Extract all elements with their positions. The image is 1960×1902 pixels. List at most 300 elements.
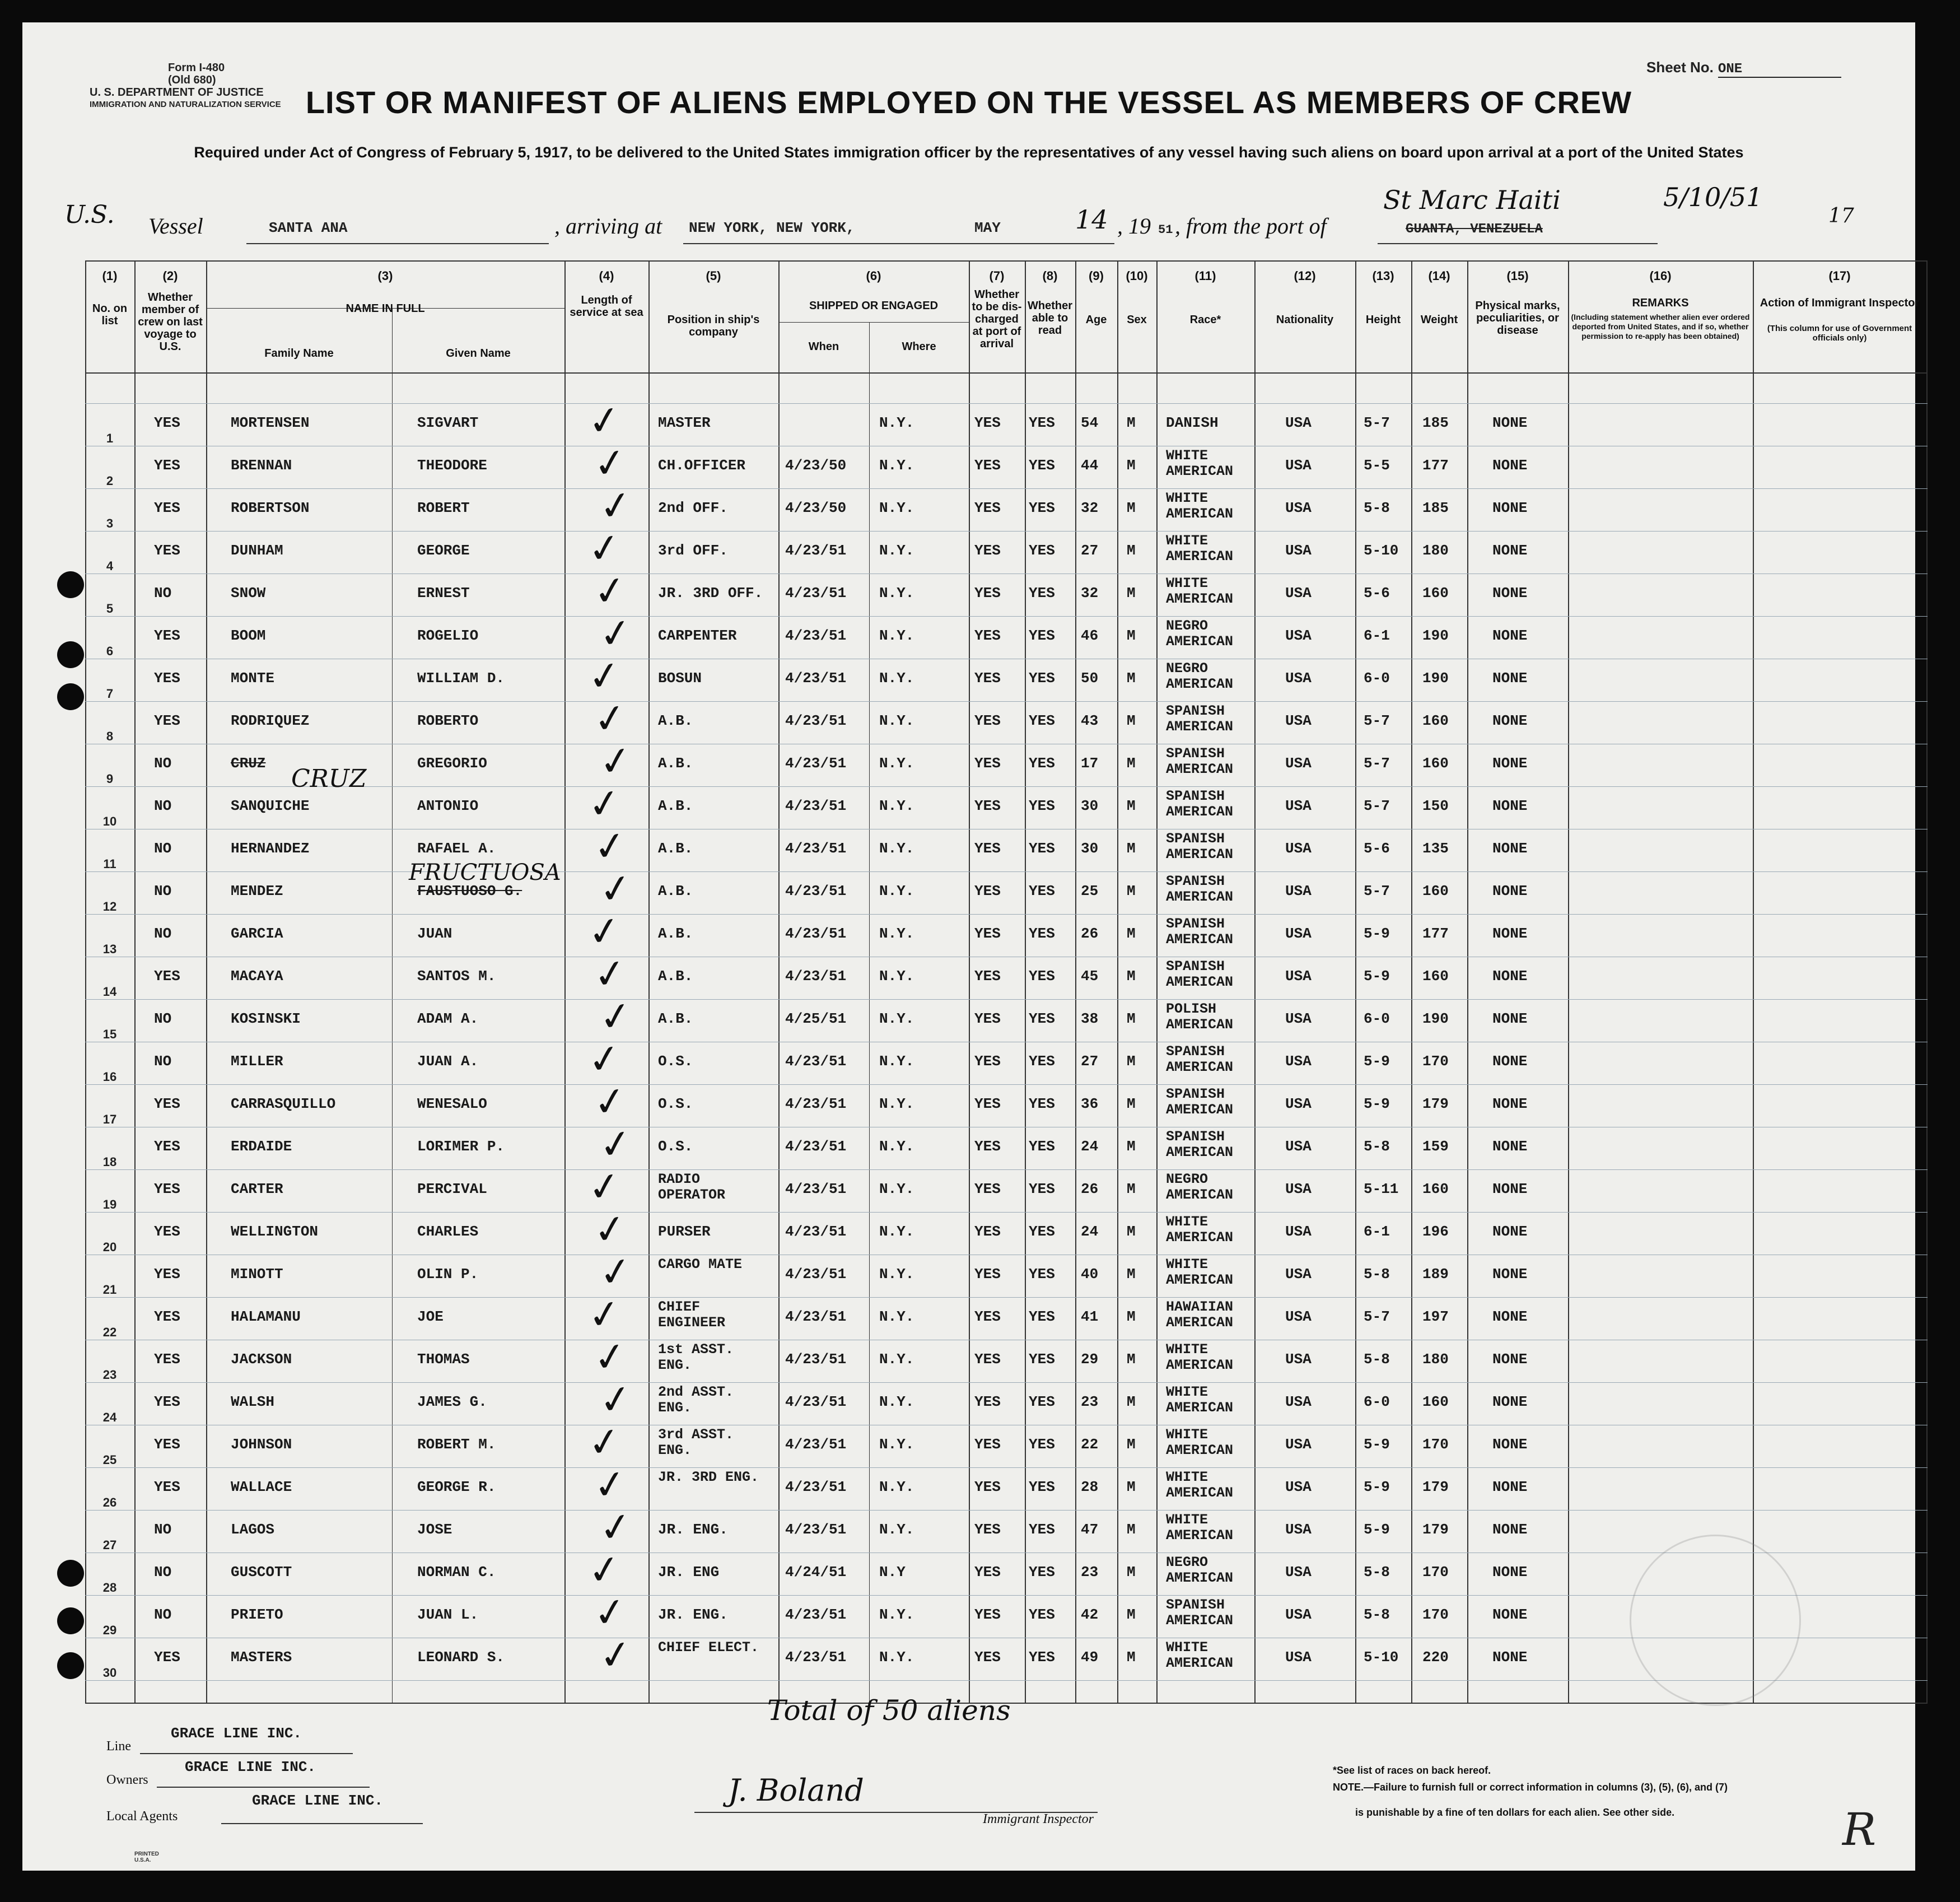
row-age: 26: [1081, 925, 1099, 942]
row-rule: [85, 1169, 1928, 1170]
row-number: 7: [106, 687, 114, 701]
col-num-8: (8): [1042, 269, 1058, 283]
row-sex: M: [1127, 1564, 1136, 1581]
year-prefix: , 19: [1117, 213, 1151, 239]
row-sex: M: [1127, 457, 1136, 474]
row-position: O.S.: [658, 1138, 693, 1155]
arrival-month: MAY: [974, 220, 1001, 236]
row-age: 47: [1081, 1521, 1099, 1538]
col-header-nationality: Nationality: [1276, 314, 1334, 326]
table-header-border: [85, 372, 1928, 374]
row-age: 38: [1081, 1010, 1099, 1027]
checkmark-icon: ✓: [590, 693, 630, 744]
checkmark-icon: ✓: [590, 821, 630, 871]
row-nationality: USA: [1285, 1479, 1312, 1495]
row-physical-marks: NONE: [1492, 1308, 1528, 1325]
row-number: 14: [102, 985, 117, 999]
row-when: 4/23/51: [785, 798, 847, 814]
row-position: A.B.: [658, 1010, 693, 1027]
checkmark-icon: ✓: [596, 1247, 636, 1297]
row-number: 15: [102, 1027, 117, 1041]
handwritten-date: 5/10/51: [1663, 182, 1763, 212]
row-position: 3rd ASST. ENG.: [658, 1426, 734, 1458]
row-discharged: YES: [974, 1564, 1001, 1581]
row-where: N.Y.: [879, 1223, 914, 1240]
row-sex: M: [1127, 1393, 1136, 1410]
col-num-5: (5): [706, 269, 721, 283]
row-physical-marks: NONE: [1492, 798, 1528, 814]
row-discharged: YES: [974, 1479, 1001, 1495]
row-physical-marks: NONE: [1492, 840, 1528, 857]
checkmark-icon: ✓: [596, 736, 636, 786]
row-member: YES: [154, 670, 180, 687]
row-physical-marks: NONE: [1492, 627, 1528, 644]
checkmark-icon: ✓: [590, 438, 630, 488]
row-weight: 160: [1422, 755, 1449, 772]
row-number: 26: [102, 1495, 117, 1509]
row-physical-marks: NONE: [1492, 925, 1528, 942]
col-header-read: Whether able to read: [1028, 300, 1072, 337]
col-header-physical-marks: Physical marks, peculiarities, or disease: [1475, 300, 1560, 337]
row-sex: M: [1127, 798, 1136, 814]
owners-underline: [157, 1787, 370, 1788]
row-number: 4: [106, 559, 114, 573]
row-race: WHITE AMERICAN: [1166, 1639, 1234, 1671]
row-where: N.Y.: [879, 500, 914, 516]
row-family-name: MORTENSEN: [231, 414, 310, 431]
row-member: NO: [154, 585, 172, 602]
col-border-10: [1156, 260, 1158, 1703]
row-weight: 179: [1422, 1479, 1449, 1495]
row-weight: 189: [1422, 1266, 1449, 1283]
row-weight: 185: [1422, 500, 1449, 516]
col-num-11: (11): [1194, 269, 1216, 283]
row-height: 5-7: [1364, 883, 1390, 899]
vessel-name: SANTA ANA: [269, 220, 348, 236]
row-family-name: JOHNSON: [231, 1436, 292, 1453]
row-member: YES: [154, 1436, 180, 1453]
row-race: NEGRO AMERICAN: [1166, 1171, 1234, 1203]
row-member: YES: [154, 457, 180, 474]
row-position: O.S.: [658, 1095, 693, 1112]
agents-label: Local Agents: [106, 1809, 178, 1824]
row-height: 6-1: [1364, 1223, 1390, 1240]
row-discharged: YES: [974, 1436, 1001, 1453]
row-family-name: BRENNAN: [231, 457, 292, 474]
row-number: 16: [102, 1070, 117, 1084]
punch-hole: [57, 1560, 84, 1587]
row-nationality: USA: [1285, 1138, 1312, 1155]
row-race: WHITE AMERICAN: [1166, 1512, 1234, 1544]
row-weight: 177: [1422, 925, 1449, 942]
row-physical-marks: NONE: [1492, 755, 1528, 772]
checkmark-icon: ✓: [596, 481, 636, 531]
row-given-name: JOE: [417, 1308, 444, 1325]
row-member: YES: [154, 1223, 180, 1240]
row-sex: M: [1127, 585, 1136, 602]
row-age: 45: [1081, 968, 1099, 985]
row-position: CARGO MATE: [658, 1256, 743, 1272]
row-weight: 170: [1422, 1053, 1449, 1070]
col-header-age: Age: [1085, 314, 1107, 326]
row-given-name: ROBERT: [417, 500, 470, 516]
row-where: N.Y.: [879, 1138, 914, 1155]
row-weight: 160: [1422, 1181, 1449, 1197]
row-race: WHITE AMERICAN: [1166, 1426, 1234, 1458]
row-weight: 220: [1422, 1649, 1449, 1666]
col-header-weight: Weight: [1420, 314, 1458, 326]
row-where: N.Y: [879, 1564, 906, 1581]
row-member: NO: [154, 755, 172, 772]
col-num-10: (10): [1126, 269, 1148, 283]
row-height: 5-7: [1364, 798, 1390, 814]
row-when: 4/23/50: [785, 457, 847, 474]
row-age: 26: [1081, 1181, 1099, 1197]
row-height: 5-9: [1364, 1436, 1390, 1453]
handwritten-number: 17: [1828, 204, 1854, 227]
row-race: WHITE AMERICAN: [1166, 1214, 1234, 1246]
checkmark-icon: ✓: [585, 651, 624, 701]
row-number: 28: [102, 1581, 117, 1595]
row-when: 4/23/51: [785, 1223, 847, 1240]
line-underline: [140, 1753, 353, 1754]
row-position: 1st ASST. ENG.: [658, 1341, 734, 1373]
row-position: JR. ENG.: [658, 1521, 728, 1538]
row-when: 4/23/51: [785, 1053, 847, 1070]
row-member: YES: [154, 414, 180, 431]
col-border-5: [778, 260, 780, 1703]
checkmark-icon: ✓: [585, 1417, 624, 1467]
col-header-discharged: Whether to be dis-charged at port of arrival: [972, 288, 1022, 350]
row-where: N.Y.: [879, 755, 914, 772]
port-underline: [1378, 242, 1658, 244]
row-member: YES: [154, 1095, 180, 1112]
row-family-name: JACKSON: [231, 1351, 292, 1368]
col-header-length: Length of service at sea: [570, 294, 643, 319]
row-nationality: USA: [1285, 414, 1312, 431]
col-num-1: (1): [102, 269, 118, 283]
row-read: YES: [1029, 1266, 1055, 1283]
col-header-remarks-note: (Including statement whether alien ever ordered deported from United States, and if so, whether permission to re-apply has been obtained): [1571, 313, 1750, 341]
row-where: N.Y.: [879, 457, 914, 474]
row-rule: [85, 1680, 1928, 1681]
arrival-city: NEW YORK, NEW YORK,: [689, 220, 855, 236]
row-given-name: WENESALO: [417, 1095, 487, 1112]
checkmark-icon: ✓: [596, 991, 636, 1042]
col-border-14: [1467, 260, 1468, 1703]
line-label: Line: [106, 1739, 131, 1754]
row-given-name: JUAN A.: [417, 1053, 479, 1070]
row-nationality: USA: [1285, 1351, 1312, 1368]
row-member: YES: [154, 1308, 180, 1325]
row-where: N.Y.: [879, 840, 914, 857]
vessel-underline: [246, 242, 549, 244]
row-rule: [85, 488, 1928, 489]
row-physical-marks: NONE: [1492, 1266, 1528, 1283]
punch-hole: [57, 641, 84, 668]
row-physical-marks: NONE: [1492, 1649, 1528, 1666]
checkmark-icon: ✓: [596, 1374, 636, 1425]
row-where: N.Y.: [879, 1181, 914, 1197]
row-race: WHITE AMERICAN: [1166, 1469, 1234, 1501]
col-border-16: [1753, 260, 1754, 1703]
row-given-name: ROGELIO: [417, 627, 479, 644]
row-age: 46: [1081, 627, 1099, 644]
row-when: 4/23/51: [785, 1138, 847, 1155]
row-height: 5-5: [1364, 457, 1390, 474]
row-height: 6-0: [1364, 1010, 1390, 1027]
col-header-remarks: REMARKS: [1632, 297, 1689, 309]
row-where: N.Y.: [879, 585, 914, 602]
row-family-name: BOOM: [231, 627, 266, 644]
row-nationality: USA: [1285, 670, 1312, 687]
row-number: 6: [106, 644, 114, 658]
row-read: YES: [1029, 1308, 1055, 1325]
agents-underline: [221, 1823, 423, 1824]
checkmark-icon: ✓: [596, 1630, 636, 1680]
checkmark-icon: ✓: [596, 1502, 636, 1553]
row-discharged: YES: [974, 1308, 1001, 1325]
row-number: 10: [102, 814, 117, 828]
row-read: YES: [1029, 755, 1055, 772]
col-header-action-note: (This column for use of Government officials only): [1767, 324, 1912, 343]
col-border-8: [1075, 260, 1076, 1703]
row-nationality: USA: [1285, 968, 1312, 985]
row-where: N.Y.: [879, 1393, 914, 1410]
row-height: 6-0: [1364, 1393, 1390, 1410]
row-number: 12: [102, 899, 117, 913]
row-where: N.Y.: [879, 1436, 914, 1453]
row-age: 23: [1081, 1393, 1099, 1410]
row-position: JR. 3RD ENG.: [658, 1469, 759, 1485]
row-physical-marks: NONE: [1492, 585, 1528, 602]
row-where: N.Y.: [879, 712, 914, 729]
penalty-note-cont: is punishable by a fine of ten dollars for each alien. See other side.: [1355, 1807, 1675, 1818]
row-family-name: GARCIA: [231, 925, 283, 942]
row-weight: 190: [1422, 627, 1449, 644]
line-value: GRACE LINE INC.: [171, 1725, 302, 1742]
row-given-name: WILLIAM D.: [417, 670, 505, 687]
row-discharged: YES: [974, 1223, 1001, 1240]
owners-label: Owners: [106, 1773, 148, 1787]
row-height: 5-7: [1364, 1308, 1390, 1325]
row-given-name: THEODORE: [417, 457, 487, 474]
row-nationality: USA: [1285, 798, 1312, 814]
row-weight: 170: [1422, 1564, 1449, 1581]
row-race: NEGRO AMERICAN: [1166, 618, 1234, 650]
row-age: 25: [1081, 883, 1099, 899]
row-nationality: USA: [1285, 1181, 1312, 1197]
row-rule: [85, 403, 1928, 404]
handwritten-total: Total of 50 aliens: [767, 1694, 1011, 1727]
row-when: 4/24/51: [785, 1564, 847, 1581]
row-number: 21: [102, 1283, 117, 1297]
row-sex: M: [1127, 1479, 1136, 1495]
row-number: 19: [102, 1197, 117, 1211]
col-border-6a: [869, 322, 870, 1703]
table-top-border: [85, 260, 1928, 262]
row-age: 43: [1081, 712, 1099, 729]
checkmark-icon: ✓: [596, 864, 636, 914]
row-physical-marks: NONE: [1492, 1393, 1528, 1410]
row-weight: 160: [1422, 585, 1449, 602]
row-discharged: YES: [974, 1266, 1001, 1283]
row-physical-marks: NONE: [1492, 1138, 1528, 1155]
row-age: 30: [1081, 798, 1099, 814]
row-rule: [85, 1212, 1928, 1213]
row-sex: M: [1127, 670, 1136, 687]
row-height: 5-8: [1364, 1266, 1390, 1283]
col-header-no: No. on list: [92, 302, 128, 327]
row-age: 42: [1081, 1606, 1099, 1623]
punch-hole: [57, 1652, 84, 1679]
row-position: A.B.: [658, 712, 693, 729]
row-position: 3rd OFF.: [658, 542, 728, 559]
row-read: YES: [1029, 1095, 1055, 1112]
row-family-name: RODRIQUEZ: [231, 712, 310, 729]
row-nationality: USA: [1285, 1223, 1312, 1240]
row-nationality: USA: [1285, 883, 1312, 899]
col-num-14: (14): [1428, 269, 1450, 283]
row-family-name: LAGOS: [231, 1521, 275, 1538]
row-given-name: ERNEST: [417, 585, 470, 602]
row-member: NO: [154, 1606, 172, 1623]
row-where: N.Y.: [879, 414, 914, 431]
col-num-15: (15): [1506, 269, 1529, 283]
row-member: NO: [154, 1053, 172, 1070]
row-age: 28: [1081, 1479, 1099, 1495]
row-rule: [85, 701, 1928, 702]
checkmark-icon: ✓: [585, 778, 624, 829]
row-family-name: WALSH: [231, 1393, 275, 1410]
row-physical-marks: NONE: [1492, 1521, 1528, 1538]
col-border-4: [648, 260, 650, 1703]
row-given-name: THOMAS: [417, 1351, 470, 1368]
row-member: NO: [154, 1521, 172, 1538]
col-num-4: (4): [599, 269, 614, 283]
row-member: YES: [154, 1393, 180, 1410]
inspector-signature: J. Boland: [728, 1773, 864, 1808]
row-nationality: USA: [1285, 1649, 1312, 1666]
row-given-name: FAUSTUOSO G.: [417, 883, 522, 899]
col-header-action: Action of Immigrant Inspector: [1760, 297, 1920, 309]
row-member: NO: [154, 1010, 172, 1027]
row-given-name: JAMES G.: [417, 1393, 487, 1410]
row-discharged: YES: [974, 712, 1001, 729]
row-height: 5-8: [1364, 1564, 1390, 1581]
row-position: RADIO OPERATOR: [658, 1171, 726, 1203]
row-when: 4/23/51: [785, 1095, 847, 1112]
row-position: A.B.: [658, 968, 693, 985]
row-read: YES: [1029, 883, 1055, 899]
row-where: N.Y.: [879, 627, 914, 644]
row-sex: M: [1127, 883, 1136, 899]
row-given-name: ROBERTO: [417, 712, 479, 729]
row-physical-marks: NONE: [1492, 1010, 1528, 1027]
row-nationality: USA: [1285, 712, 1312, 729]
row-height: 5-8: [1364, 1606, 1390, 1623]
row-discharged: YES: [974, 883, 1001, 899]
row-where: N.Y.: [879, 883, 914, 899]
row-given-name: ADAM A.: [417, 1010, 479, 1027]
row-number: 27: [102, 1538, 117, 1552]
row-race: SPANISH AMERICAN: [1166, 788, 1234, 820]
row-weight: 185: [1422, 414, 1449, 431]
row-race: SPANISH AMERICAN: [1166, 873, 1234, 905]
row-read: YES: [1029, 1606, 1055, 1623]
row-age: 49: [1081, 1649, 1099, 1666]
vessel-label: Vessel: [148, 213, 203, 239]
row-member: NO: [154, 925, 172, 942]
row-nationality: USA: [1285, 840, 1312, 857]
row-discharged: YES: [974, 968, 1001, 985]
row-read: YES: [1029, 1181, 1055, 1197]
row-where: N.Y.: [879, 1095, 914, 1112]
row-family-name: DUNHAM: [231, 542, 283, 559]
row-when: 4/23/51: [785, 1606, 847, 1623]
row-physical-marks: NONE: [1492, 457, 1528, 474]
row-family-name: WALLACE: [231, 1479, 292, 1495]
row-nationality: USA: [1285, 1521, 1312, 1538]
row-family-name: GUSCOTT: [231, 1564, 292, 1581]
row-position: MASTER: [658, 414, 711, 431]
row-discharged: YES: [974, 1521, 1001, 1538]
row-read: YES: [1029, 1138, 1055, 1155]
row-physical-marks: NONE: [1492, 500, 1528, 516]
punch-hole: [57, 1607, 84, 1634]
row-sex: M: [1127, 1436, 1136, 1453]
row-read: YES: [1029, 1521, 1055, 1538]
row-discharged: YES: [974, 1606, 1001, 1623]
row-read: YES: [1029, 798, 1055, 814]
row-discharged: YES: [974, 414, 1001, 431]
row-given-name: NORMAN C.: [417, 1564, 496, 1581]
row-where: N.Y.: [879, 1308, 914, 1325]
row-rule: [85, 914, 1928, 915]
row-when: 4/23/51: [785, 1266, 847, 1283]
row-race: POLISH AMERICAN: [1166, 1001, 1234, 1033]
row-sex: M: [1127, 1606, 1136, 1623]
sheet-label: Sheet No.: [1646, 59, 1714, 76]
row-rule: [85, 1297, 1928, 1298]
row-member: NO: [154, 1564, 172, 1581]
row-read: YES: [1029, 840, 1055, 857]
row-race: SPANISH AMERICAN: [1166, 916, 1234, 948]
row-weight: 190: [1422, 670, 1449, 687]
row-where: N.Y.: [879, 1606, 914, 1623]
arrival-underline: [683, 242, 1114, 244]
row-nationality: USA: [1285, 585, 1312, 602]
row-position: PURSER: [658, 1223, 711, 1240]
row-nationality: USA: [1285, 925, 1312, 942]
row-height: 5-10: [1364, 542, 1399, 559]
row-position: CH.OFFICER: [658, 457, 746, 474]
col-header-shipped: SHIPPED OR ENGAGED: [809, 300, 939, 312]
row-sex: M: [1127, 414, 1136, 431]
row-family-name: CARTER: [231, 1181, 283, 1197]
row-member: YES: [154, 712, 180, 729]
page-subtitle: Required under Act of Congress of February 5, 1917, to be delivered to the United States immigration officer by the representatives of any vessel having such aliens on board upon arrival at a port of the United States: [194, 144, 1744, 161]
row-position: A.B.: [658, 840, 693, 857]
row-sex: M: [1127, 1223, 1136, 1240]
row-number: 30: [102, 1666, 117, 1680]
row-height: 5-9: [1364, 968, 1390, 985]
row-sex: M: [1127, 712, 1136, 729]
row-sex: M: [1127, 1181, 1136, 1197]
row-position: 2nd ASST. ENG.: [658, 1384, 734, 1416]
row-age: 36: [1081, 1095, 1099, 1112]
row-height: 5-9: [1364, 925, 1390, 942]
